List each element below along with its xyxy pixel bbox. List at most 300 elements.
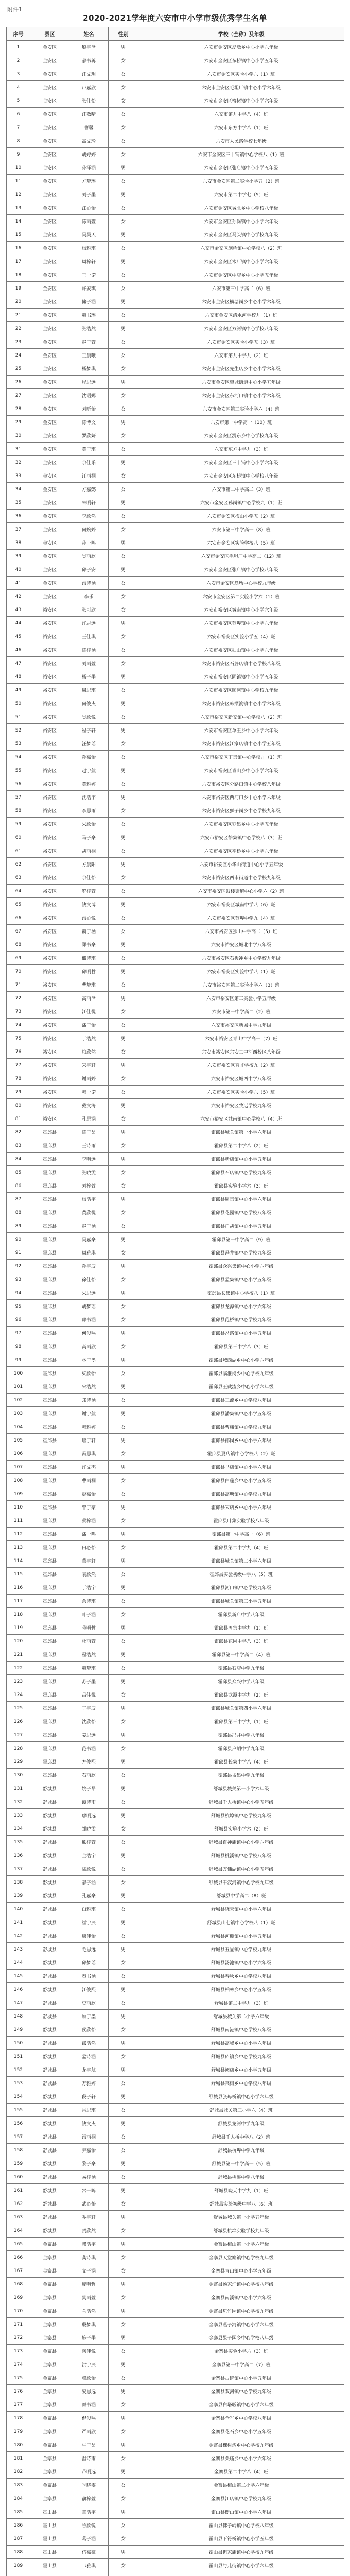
cell-gender: 女 — [109, 1970, 138, 1983]
column-header-name: 姓名 — [69, 27, 109, 41]
cell-name: 胡婷婷 — [69, 148, 109, 161]
table-row — [7, 2371, 344, 2385]
cell-index: 154 — [7, 2090, 30, 2104]
cell-district: 霍邱县 — [30, 1688, 69, 1702]
cell-gender: 女 — [109, 175, 138, 188]
cell-district: 霍邱县 — [30, 1769, 69, 1782]
cell-district: 霍邱县 — [30, 1139, 69, 1153]
table-row — [7, 1246, 344, 1260]
cell-name: 易梓涵 — [69, 2171, 109, 2184]
cell-gender: 女 — [109, 925, 138, 938]
table-row — [7, 2144, 344, 2157]
cell-name: 谢宇航 — [69, 1407, 109, 1420]
cell-name: 温诗雨 — [69, 2452, 109, 2465]
cell-school: 六安市裕安区平桥乡中心小学六年级 — [138, 844, 344, 858]
cell-gender: 男 — [109, 670, 138, 684]
cell-index: 101 — [7, 1380, 30, 1394]
cell-name: 武心怡 — [69, 2197, 109, 2211]
cell-index: 106 — [7, 1447, 30, 1461]
cell-school: 六安市裕安区城南中学八（6）班 — [138, 898, 344, 911]
table-row — [7, 362, 344, 376]
cell-name: 韩雅婷 — [69, 1420, 109, 1434]
cell-gender: 女 — [109, 911, 138, 925]
cell-index: 27 — [7, 389, 30, 402]
cell-gender: 男 — [109, 536, 138, 550]
cell-district: 金安区 — [30, 496, 69, 510]
cell-district: 霍邱县 — [30, 1166, 69, 1179]
cell-gender: 男 — [109, 2412, 138, 2425]
cell-school: 六安市裕安区江家店镇中心小学五年级 — [138, 737, 344, 751]
table-row — [7, 349, 344, 362]
cell-district: 霍邱县 — [30, 1340, 69, 1353]
cell-name: 魏梦琪 — [69, 1662, 109, 1675]
cell-name: 张可欣 — [69, 603, 109, 617]
table-row — [7, 764, 344, 777]
cell-name: 牛子昂 — [69, 2438, 109, 2452]
cell-index: 31 — [7, 443, 30, 456]
document-title: 2020-2021学年度六安市中小学市级优秀学生名单 — [83, 13, 267, 23]
cell-school: 霍邱县新店镇中心小学五年级 — [138, 1153, 344, 1166]
cell-school: 霍邱县白莲乡中心小学五年级 — [138, 1474, 344, 1487]
cell-school: 霍邱县第三中学八（3）班 — [138, 1340, 344, 1353]
cell-name: 张浩然 — [69, 322, 109, 335]
cell-index: 51 — [7, 710, 30, 724]
table-row — [7, 1420, 344, 1434]
cell-name: 尹嘉怡 — [69, 2144, 109, 2157]
cell-district: 舒城县 — [30, 1782, 69, 1795]
table-row — [7, 577, 344, 590]
table-row — [7, 175, 344, 188]
cell-district: 裕安区 — [30, 643, 69, 657]
cell-gender: 女 — [109, 362, 138, 376]
cell-gender: 女 — [109, 1608, 138, 1621]
table-row — [7, 710, 344, 724]
table-row — [7, 1889, 344, 1903]
cell-school: 六安市裕安区城南镇中心小学六年级 — [138, 603, 344, 617]
cell-district: 金安区 — [30, 121, 69, 134]
cell-name: 方梦瑶 — [69, 175, 109, 188]
table-row — [7, 496, 344, 510]
cell-school: 舒城县杭埠中学九年级 — [138, 2144, 344, 2157]
cell-index: 177 — [7, 2398, 30, 2412]
cell-index: 129 — [7, 1755, 30, 1769]
cell-district: 霍邱县 — [30, 1728, 69, 1742]
cell-district: 霍邱县 — [30, 1702, 69, 1715]
cell-district: 霍邱县 — [30, 1648, 69, 1662]
cell-name: 郭书涵 — [69, 1313, 109, 1327]
cell-school: 舒城县桃溪中学八年级 — [138, 2171, 344, 2184]
cell-district: 金安区 — [30, 349, 69, 362]
cell-name: 苏子墨 — [69, 1675, 109, 1688]
cell-school: 霍邱县石店镇中心学校九年级 — [138, 1166, 344, 1179]
cell-name: 严雨欣 — [69, 2425, 109, 2438]
cell-name: 宋宇轩 — [69, 1059, 109, 1072]
cell-index: 96 — [7, 1313, 30, 1327]
table-row — [7, 1648, 344, 1662]
cell-gender: 女 — [109, 1929, 138, 1943]
cell-district: 金安区 — [30, 67, 69, 81]
cell-gender: 女 — [109, 1246, 138, 1260]
cell-index: 112 — [7, 1528, 30, 1541]
cell-name: 周思琪 — [69, 684, 109, 697]
cell-index: 85 — [7, 1166, 30, 1179]
table-row — [7, 1300, 344, 1313]
cell-gender: 女 — [109, 1688, 138, 1702]
cell-index: 137 — [7, 1862, 30, 1876]
attachment-label: 附件1 — [7, 6, 22, 13]
cell-gender: 男 — [109, 2211, 138, 2224]
table-row — [7, 402, 344, 416]
cell-gender: 女 — [109, 2519, 138, 2532]
cell-gender: 女 — [109, 1273, 138, 1286]
cell-school: 六安市金安区第二实验小学五（2）班 — [138, 175, 344, 188]
cell-index: 103 — [7, 1407, 30, 1420]
table-row — [7, 255, 344, 268]
cell-name: 汤心悦 — [69, 911, 109, 925]
table-row — [7, 1099, 344, 1112]
table-row — [7, 643, 344, 657]
cell-gender: 女 — [109, 1005, 138, 1019]
cell-school: 舒城县春秋乡中心学校八年级 — [138, 1970, 344, 1983]
cell-gender: 男 — [109, 2010, 138, 2023]
table-row — [7, 858, 344, 871]
cell-name: 孙宇辰 — [69, 1260, 109, 1273]
table-row — [7, 1662, 344, 1675]
cell-index: 50 — [7, 697, 30, 710]
table-row — [7, 2546, 344, 2559]
cell-index: 88 — [7, 1206, 30, 1219]
cell-name: 叶子涵 — [69, 1608, 109, 1621]
cell-school: 舒城县城关第一小学六年级 — [138, 1782, 344, 1795]
cell-district: 金安区 — [30, 255, 69, 268]
cell-index: 86 — [7, 1179, 30, 1193]
cell-name: 程思远 — [69, 376, 109, 389]
table-row — [7, 309, 344, 322]
cell-name: 伍嘉豪 — [69, 2546, 109, 2559]
cell-name: 程浩然 — [69, 1648, 109, 1662]
cell-district: 舒城县 — [30, 1809, 69, 1822]
cell-school: 霍邱县龙潭镇中心小学六年级 — [138, 1300, 344, 1313]
cell-district: 霍山县 — [30, 2505, 69, 2519]
cell-school: 舒城县五显镇中心学校九年级 — [138, 1943, 344, 1956]
table-row — [7, 510, 344, 523]
cell-gender: 男 — [109, 1528, 138, 1541]
cell-school: 霍邱县户胡中学九年级 — [138, 1742, 344, 1755]
table-row — [7, 1688, 344, 1702]
cell-school: 霍邱县三流乡中心学校八年级 — [138, 1394, 344, 1407]
cell-name: 宋浩然 — [69, 1380, 109, 1394]
table-row — [7, 2358, 344, 2371]
table-row — [7, 1769, 344, 1782]
cell-index: 18 — [7, 268, 30, 282]
cell-school: 霍邱县长集镇中心学校八（1）班 — [138, 1286, 344, 1300]
table-row — [7, 737, 344, 751]
cell-gender: 女 — [109, 603, 138, 617]
table-row — [7, 1340, 344, 1353]
cell-gender: 女 — [109, 1179, 138, 1193]
cell-index: 175 — [7, 2371, 30, 2385]
cell-index: 168 — [7, 2278, 30, 2291]
cell-name: 吴雨欣 — [69, 550, 109, 563]
cell-school: 六安市金安区三十铺中心小学六年级 — [138, 456, 344, 469]
cell-school: 六安市裕安区青山中学高一（7）班 — [138, 1032, 344, 1045]
cell-gender: 女 — [109, 1822, 138, 1836]
cell-school: 霍邱县宋店乡中心小学六年级 — [138, 1501, 344, 1514]
cell-gender: 男 — [109, 1327, 138, 1340]
cell-gender: 女 — [109, 2559, 138, 2572]
cell-gender: 女 — [109, 684, 138, 697]
cell-school: 霍邱县第一中学高一（6）班 — [138, 1528, 344, 1541]
cell-district: 金安区 — [30, 376, 69, 389]
table-row — [7, 2438, 344, 2452]
table-row — [7, 630, 344, 643]
cell-gender: 男 — [109, 2438, 138, 2452]
cell-index: 81 — [7, 1112, 30, 1126]
table-row — [7, 1943, 344, 1956]
cell-index: 105 — [7, 1434, 30, 1447]
cell-index: 62 — [7, 858, 30, 871]
cell-gender: 女 — [109, 737, 138, 751]
cell-district — [30, 2572, 69, 2576]
cell-name: 卢嘉欣 — [69, 81, 109, 94]
table-row — [7, 2010, 344, 2023]
cell-gender: 女 — [109, 2425, 138, 2438]
cell-name: 沈欣怡 — [69, 1715, 109, 1728]
cell-school: 霍邱县户胡镇中心小学五年级 — [138, 1219, 344, 1233]
cell-district: 舒城县 — [30, 1970, 69, 1983]
cell-index: 145 — [7, 1970, 30, 1983]
cell-school: 六安市金安区翁墩中心学校九年级 — [138, 577, 344, 590]
cell-school: 舒城县龙河中学九年级 — [138, 2117, 344, 2130]
cell-district: 舒城县 — [30, 2184, 69, 2197]
cell-gender: 男 — [109, 1380, 138, 1394]
table-row — [7, 1581, 344, 1595]
cell-school: 霍邱县花园中学八（3）班 — [138, 1635, 344, 1648]
cell-gender: 女 — [109, 1662, 138, 1675]
cell-gender: 男 — [109, 764, 138, 777]
cell-school: 霍邱县城西湖乡中心小学六年级 — [138, 1353, 344, 1367]
cell-district: 霍邱县 — [30, 1126, 69, 1139]
cell-school: 六安市第九中学八（4）班 — [138, 108, 344, 121]
cell-name: 杨梦琪 — [69, 362, 109, 376]
cell-index: 43 — [7, 603, 30, 617]
cell-index: 147 — [7, 1996, 30, 2010]
cell-district: 霍邱县 — [30, 1675, 69, 1688]
table-row — [7, 41, 344, 54]
cell-name: 谭诗雨 — [69, 1795, 109, 1809]
table-body — [7, 41, 344, 2576]
cell-gender: 男 — [109, 376, 138, 389]
cell-index: 98 — [7, 1340, 30, 1353]
cell-gender: 女 — [109, 1219, 138, 1233]
table-row — [7, 2412, 344, 2425]
table-row — [7, 938, 344, 952]
table-row — [7, 1394, 344, 1407]
cell-school: 六安市金安区毛坦厂镇中心小学六年级 — [138, 81, 344, 94]
cell-name: 许文杰 — [69, 1461, 109, 1474]
cell-gender: 女 — [109, 1487, 138, 1501]
cell-district: 舒城县 — [30, 1956, 69, 1970]
cell-index: 181 — [7, 2452, 30, 2465]
cell-index: 29 — [7, 416, 30, 429]
cell-district: 金寨县 — [30, 2358, 69, 2371]
cell-name: 姚子昂 — [69, 1782, 109, 1795]
cell-index: 130 — [7, 1769, 30, 1782]
table-row — [7, 1621, 344, 1635]
cell-index: 123 — [7, 1675, 30, 1688]
cell-name: 邱明哲 — [69, 965, 109, 978]
cell-index: 143 — [7, 1943, 30, 1956]
cell-district: 舒城县 — [30, 2197, 69, 2211]
cell-school: 霍邱县曹庙镇中心学校九年级 — [138, 1420, 344, 1434]
cell-index: 61 — [7, 844, 30, 858]
cell-district: 霍邱县 — [30, 1327, 69, 1340]
cell-name: 颜书涵 — [69, 2398, 109, 2412]
cell-index: 5 — [7, 94, 30, 108]
table-row — [7, 1286, 344, 1300]
table-row — [7, 1353, 344, 1367]
cell-school: 霍邱县第三中学九（1）班 — [138, 1715, 344, 1728]
cell-name: 孔思涵 — [69, 1112, 109, 1126]
cell-name: 樊雨萱 — [69, 2291, 109, 2304]
cell-district: 裕安区 — [30, 791, 69, 804]
cell-school: 六安市裕安区石板冲乡中心学校九年级 — [138, 952, 344, 965]
cell-district: 舒城县 — [30, 1889, 69, 1903]
cell-school: 舒城县万佛湖镇中心小学五年级 — [138, 1862, 344, 1876]
cell-district: 裕安区 — [30, 898, 69, 911]
cell-index: 158 — [7, 2144, 30, 2157]
cell-gender: 男 — [109, 2157, 138, 2171]
cell-index: 94 — [7, 1286, 30, 1300]
cell-index: 19 — [7, 282, 30, 295]
table-row — [7, 54, 344, 67]
cell-index: 165 — [7, 2238, 30, 2251]
cell-index: 72 — [7, 992, 30, 1005]
table-row — [7, 2492, 344, 2505]
table-row — [7, 2264, 344, 2278]
cell-name: 邱梦瑶 — [69, 1956, 109, 1970]
cell-district: 霍邱县 — [30, 1514, 69, 1528]
table-row — [7, 1836, 344, 1849]
cell-gender: 男 — [109, 831, 138, 844]
table-row — [7, 617, 344, 630]
cell-name: 蒋明哲 — [69, 1621, 109, 1635]
cell-gender: 男 — [109, 1193, 138, 1206]
cell-district: 金寨县 — [30, 2371, 69, 2385]
cell-index: 152 — [7, 2063, 30, 2077]
cell-name: 邵浩然 — [69, 2037, 109, 2050]
table-row — [7, 2385, 344, 2398]
cell-district: 金安区 — [30, 228, 69, 242]
table-row — [7, 1179, 344, 1193]
table-row — [7, 335, 344, 349]
cell-gender: 男 — [109, 1501, 138, 1514]
cell-gender: 女 — [109, 1514, 138, 1528]
table-row — [7, 2465, 344, 2479]
cell-district: 舒城县 — [30, 2224, 69, 2238]
cell-index: 15 — [7, 228, 30, 242]
cell-gender: 男 — [109, 1099, 138, 1112]
cell-gender: 女 — [109, 577, 138, 590]
cell-district: 裕安区 — [30, 710, 69, 724]
table-row — [7, 2318, 344, 2331]
cell-school: 舒城县第一中学高一（5）班 — [138, 2157, 344, 2171]
cell-name: 陶佳悦 — [69, 2345, 109, 2358]
cell-gender: 男 — [109, 617, 138, 630]
table-row — [7, 416, 344, 429]
cell-gender: 男 — [109, 2385, 138, 2398]
cell-school: 六安市第三中学高二（6）班 — [138, 282, 344, 295]
cell-index: 122 — [7, 1662, 30, 1675]
cell-name: 秦书涵 — [69, 1970, 109, 1983]
cell-district: 裕安区 — [30, 684, 69, 697]
column-header-school: 学校（全称）及年级 — [138, 27, 344, 41]
cell-district: 霍山县 — [30, 2559, 69, 2572]
cell-district: 舒城县 — [30, 1795, 69, 1809]
table-row — [7, 242, 344, 255]
cell-index: 160 — [7, 2171, 30, 2184]
cell-school: 舒城县高峰乡中心小学六年级 — [138, 2037, 344, 2050]
table-row — [7, 2037, 344, 2050]
cell-gender: 男 — [109, 255, 138, 268]
cell-index: 26 — [7, 376, 30, 389]
table-row — [7, 684, 344, 697]
cell-district: 霍邱县 — [30, 1300, 69, 1313]
cell-district: 霍邱县 — [30, 1219, 69, 1233]
cell-index: 36 — [7, 510, 30, 523]
cell-school: 舒城县棠树乡中心学校八年级 — [138, 2077, 344, 2090]
cell-index: 48 — [7, 670, 30, 684]
cell-gender: 男 — [109, 1461, 138, 1474]
cell-index: 75 — [7, 1032, 30, 1045]
cell-school: 舒城县柏林乡中心小学五年级 — [138, 1983, 344, 1996]
cell-school: 金寨县第二中学八（4）班 — [138, 2465, 344, 2479]
cell-name: 蔡梓涵 — [69, 1514, 109, 1528]
table-row — [7, 911, 344, 925]
cell-gender: 女 — [109, 978, 138, 992]
cell-school: 六安市金安区城北乡中心学校八年级 — [138, 201, 344, 215]
cell-district: 舒城县 — [30, 1916, 69, 1929]
cell-gender: 男 — [109, 496, 138, 510]
cell-district: 霍邱县 — [30, 1621, 69, 1635]
cell-gender: 女 — [109, 469, 138, 483]
cell-gender: 女 — [109, 2532, 138, 2546]
cell-gender: 女 — [109, 1715, 138, 1728]
cell-district: 霍邱县 — [30, 1153, 69, 1166]
cell-district: 舒城县 — [30, 1849, 69, 1862]
cell-school: 六安市金安区双河镇中心学校八年级 — [138, 322, 344, 335]
cell-index: 159 — [7, 2157, 30, 2171]
cell-school: 六安市裕安区实验小学五（4）班 — [138, 630, 344, 643]
cell-gender: 男 — [109, 2037, 138, 2050]
cell-index: 186 — [7, 2519, 30, 2532]
table-row — [7, 2197, 344, 2211]
cell-index: 90 — [7, 1233, 30, 1246]
table-row — [7, 777, 344, 791]
cell-index: 91 — [7, 1246, 30, 1260]
cell-name: 芦明远 — [69, 2465, 109, 2479]
cell-district: 霍邱县 — [30, 1380, 69, 1394]
cell-index: 57 — [7, 791, 30, 804]
cell-name: 方俊熙 — [69, 1755, 109, 1769]
table-row — [7, 2291, 344, 2304]
cell-index: 34 — [7, 483, 30, 496]
table-row — [7, 1608, 344, 1621]
cell-gender: 男 — [109, 295, 138, 309]
cell-school: 舒城县杭埠镇中心学校九年级 — [138, 1809, 344, 1822]
cell-name: 刘昕怡 — [69, 402, 109, 416]
cell-index: 131 — [7, 1782, 30, 1795]
